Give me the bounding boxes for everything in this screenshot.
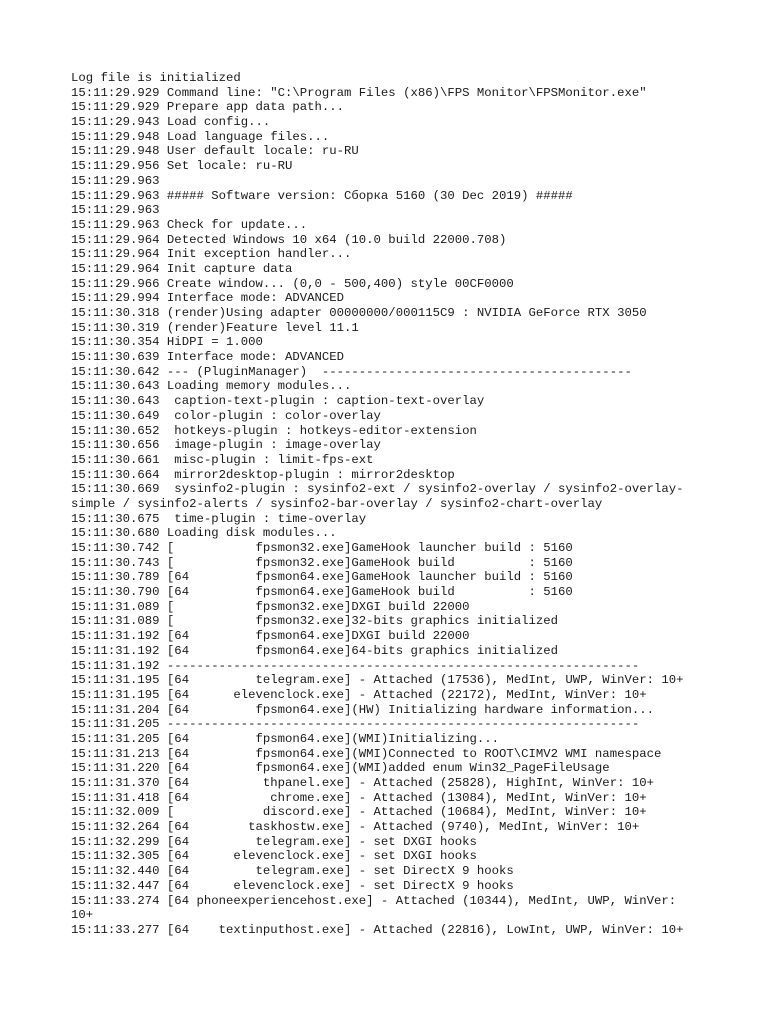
log-line: 15:11:31.192 ---------------------------------------------------------------- [71, 658, 640, 673]
log-line: 15:11:29.929 Command line: "C:\Program Files (x86)\FPS Monitor\FPSMonitor.exe" [71, 85, 647, 100]
log-line: 15:11:29.963 Check for update... [71, 217, 308, 232]
log-line: 15:11:32.305 [64 elevenclock.exe] - set DXGI hooks [71, 849, 477, 864]
log-line: 15:11:30.319 (render)Feature level 11.1 [71, 320, 359, 335]
log-line: 15:11:30.652 hotkeys-plugin : hotkeys-editor-extension [71, 423, 477, 438]
log-line: 15:11:32.299 [64 telegram.exe] - set DXGI hooks [71, 834, 477, 849]
log-line: 15:11:30.789 [64 fpsmon64.exe]GameHook launcher build : 5160 [71, 570, 573, 585]
log-line: 15:11:31.370 [64 thpanel.exe] - Attached (25828), HighInt, WinVer: 10+ [71, 776, 654, 790]
log-line: 15:11:30.643 Loading memory modules... [71, 379, 352, 394]
log-line: 15:11:30.743 [ fpsmon32.exe]GameHook build : 5160 [71, 555, 573, 570]
log-line: 15:11:31.192 [64 fpsmon64.exe]64-bits graphics initialized [71, 643, 559, 658]
log-line: 15:11:29.964 Init exception handler... [71, 247, 352, 262]
log-line: 15:11:29.994 Interface mode: ADVANCED [71, 291, 345, 306]
log-line: 15:11:29.956 Set locale: ru-RU [71, 159, 293, 174]
log-line: 15:11:31.205 ---------------------------------------------------------------- [71, 717, 640, 732]
log-line: 15:11:31.195 [64 telegram.exe] - Attached (17536), MedInt, UWP, WinVer: 10+ [71, 673, 684, 688]
log-line: 15:11:31.195 [64 elevenclock.exe] - Attached (22172), MedInt, WinVer: 10+ [71, 687, 647, 702]
log-line: 15:11:32.447 [64 elevenclock.exe] - set DirectX 9 hooks [71, 878, 514, 893]
log-line: 15:11:30.639 Interface mode: ADVANCED [71, 350, 345, 365]
log-line: 15:11:29.948 User default locale: ru-RU [71, 144, 359, 159]
log-line: 15:11:30.354 HiDPI = 1.000 [71, 335, 263, 350]
log-line: simple / sysinfo2-alerts / sysinfo2-bar-overlay / sysinfo2-chart-overlay [71, 496, 603, 511]
log-line: Log file is initialized [71, 71, 241, 85]
log-line: 15:11:30.680 Loading disk modules... [71, 526, 337, 541]
log-line: 15:11:31.220 [64 fpsmon64.exe](WMI)added enum Win32_PageFileUsage [71, 761, 610, 776]
log-line: 15:11:29.948 Load language files... [71, 129, 330, 144]
log-line: 15:11:31.418 [64 chrome.exe] - Attached (13084), MedInt, WinVer: 10+ [71, 790, 647, 805]
log-line: 15:11:30.669 sysinfo2-plugin : sysinfo2-ext / sysinfo2-overlay / sysinfo2-overlay- [71, 482, 684, 497]
log-line: 15:11:30.649 color-plugin : color-overlay [71, 408, 381, 423]
log-line: 15:11:29.943 Load config... [71, 115, 271, 130]
log-line: 15:11:33.277 [64 textinputhost.exe] - Attached (22816), LowInt, UWP, WinVer: 10+ [71, 922, 684, 937]
log-line: 15:11:32.009 [ discord.exe] - Attached (10684), MedInt, WinVer: 10+ [71, 805, 647, 820]
log-line: 15:11:29.963 ##### Software version: Сборка 5160 (30 Dec 2019) ##### [71, 188, 573, 203]
log-line: 15:11:29.963 [71, 203, 160, 218]
log-line: 15:11:30.664 mirror2desktop-plugin : mirror2desktop [71, 467, 455, 482]
log-line: 15:11:30.643 caption-text-plugin : caption-text-overlay [71, 394, 485, 409]
log-line: 15:11:33.274 [64 phoneexperiencehost.exe] - Attached (10344), MedInt, UWP, WinVer: [71, 893, 677, 908]
log-line: 15:11:30.742 [ fpsmon32.exe]GameHook launcher build : 5160 [71, 541, 573, 555]
log-line: 15:11:31.213 [64 fpsmon64.exe](WMI)Connected to ROOT\CIMV2 WMI namespace [71, 746, 662, 761]
log-line: 15:11:29.963 [71, 173, 160, 188]
log-line: 15:11:31.192 [64 fpsmon64.exe]DXGI build 22000 [71, 629, 470, 644]
log-line: 15:11:32.264 [64 taskhostw.exe] - Attached (9740), MedInt, WinVer: 10+ [71, 820, 640, 835]
log-line: 15:11:30.661 misc-plugin : limit-fps-ext [71, 452, 374, 467]
log-line: 15:11:31.204 [64 fpsmon64.exe](HW) Initializing hardware information... [71, 702, 654, 717]
log-line: 15:11:30.642 --- (PluginManager) ------------------------------------------ [71, 364, 632, 379]
log-line: 15:11:29.964 Init capture data [71, 261, 293, 276]
log-line: 15:11:31.089 [ fpsmon32.exe]32-bits graphics initialized [71, 614, 559, 629]
log-line: 15:11:32.440 [64 telegram.exe] - set DirectX 9 hooks [71, 864, 514, 879]
log-line: 15:11:29.966 Create window... (0,0 - 500,400) style 00CF0000 [71, 276, 514, 291]
log-line: 15:11:31.205 [64 fpsmon64.exe](WMI)Initializing... [71, 731, 500, 746]
log-line: 15:11:30.675 time-plugin : time-overlay [71, 511, 367, 526]
log-line: 15:11:29.964 Detected Windows 10 x64 (10.0 build 22000.708) [71, 232, 507, 247]
log-line: 15:11:30.318 (render)Using adapter 00000000/000115C9 : NVIDIA GeForce RTX 3050 [71, 306, 647, 320]
log-line: 10+ [71, 908, 94, 923]
log-line: 15:11:30.790 [64 fpsmon64.exe]GameHook build : 5160 [71, 585, 573, 600]
log-line: 15:11:29.929 Prepare app data path... [71, 100, 345, 115]
log-line: 15:11:30.656 image-plugin : image-overlay [71, 438, 381, 453]
log-line: 15:11:31.089 [ fpsmon32.exe]DXGI build 22000 [71, 599, 470, 614]
log-text [71, 71, 711, 938]
